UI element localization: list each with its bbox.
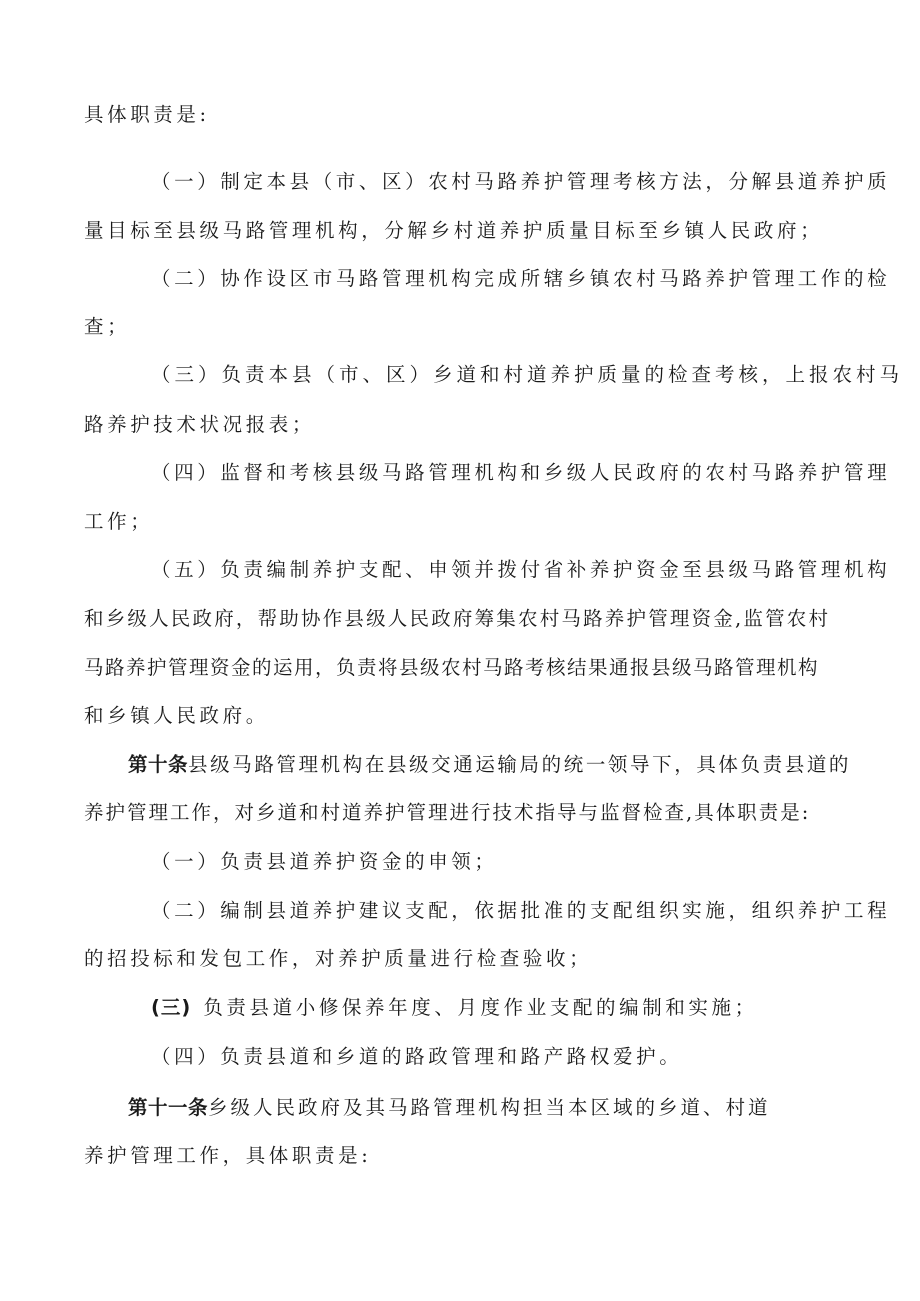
text-line-4: （二）协作设区市马路管理机构完成所辖乡镇农村马路养护管理工作的检 <box>151 267 891 290</box>
text-line-11: 和乡级人民政府，帮助协作县级人民政府筹集农村马路养护管理资金,监管农村 <box>84 607 831 630</box>
item-3-marker: (三) <box>151 996 192 1019</box>
text-line-15: 养护管理工作，对乡道和村道养护管理进行技术指导与监督检查,具体职责是: <box>84 801 811 824</box>
text-line-3: 量目标至县级马路管理机构，分解乡村道养护质量目标至乡镇人民政府； <box>84 219 824 242</box>
text-line-19: (三) 负责县道小修保养年度、月度作业支配的编制和实施； <box>151 996 758 1019</box>
text-line-10: （五）负责编制养护支配、申领并拨付省补养护资金至县级马路管理机构 <box>151 558 891 581</box>
text-line-16: （一）负责县道养护资金的申领； <box>151 850 498 873</box>
text-line-22: 养护管理工作，具体职责是: <box>84 1144 372 1167</box>
text-line-20: （四）负责县道和乡道的路政管理和路产路权爱护。 <box>151 1045 683 1068</box>
text-line-8: （四）监督和考核县级马路管理机构和乡级人民政府的农村马路养护管理 <box>151 461 891 484</box>
text-line-6: （三）负责本县（市、区）乡道和村道养护质量的检查考核，上报农村马 <box>151 363 904 386</box>
text-line-18: 的招投标和发包工作，对养护质量进行检查验收； <box>84 947 593 970</box>
article-11-first-line: 第十一条乡级人民政府及其马路管理机构担当本区域的乡道、村道 <box>128 1096 771 1119</box>
text-line-13: 和乡镇人民政府。 <box>84 704 269 727</box>
text-line-12: 马路养护管理资金的运用，负责将县级农村马路考核结果通报县级马路管理机构 <box>84 656 820 679</box>
text-line-1: 具体职责是: <box>84 103 210 126</box>
text-line-5: 查； <box>84 315 131 338</box>
article-11-heading: 第十一条 <box>128 1096 209 1119</box>
text-line-9: 工作； <box>84 510 154 533</box>
article-10-heading: 第十条 <box>128 753 189 776</box>
text-line-17: （二）编制县道养护建议支配，依据批准的支配组织实施，组织养护工程 <box>151 899 891 922</box>
text-line-7: 路养护技术状况报表； <box>84 413 316 436</box>
text-line-2: （一）制定本县（市、区）农村马路养护管理考核方法，分解县道养护质 <box>151 170 891 193</box>
article-10-first-line: 第十条县级马路管理机构在县级交通运输局的统一领导下，具体负责县道的 <box>128 753 852 776</box>
